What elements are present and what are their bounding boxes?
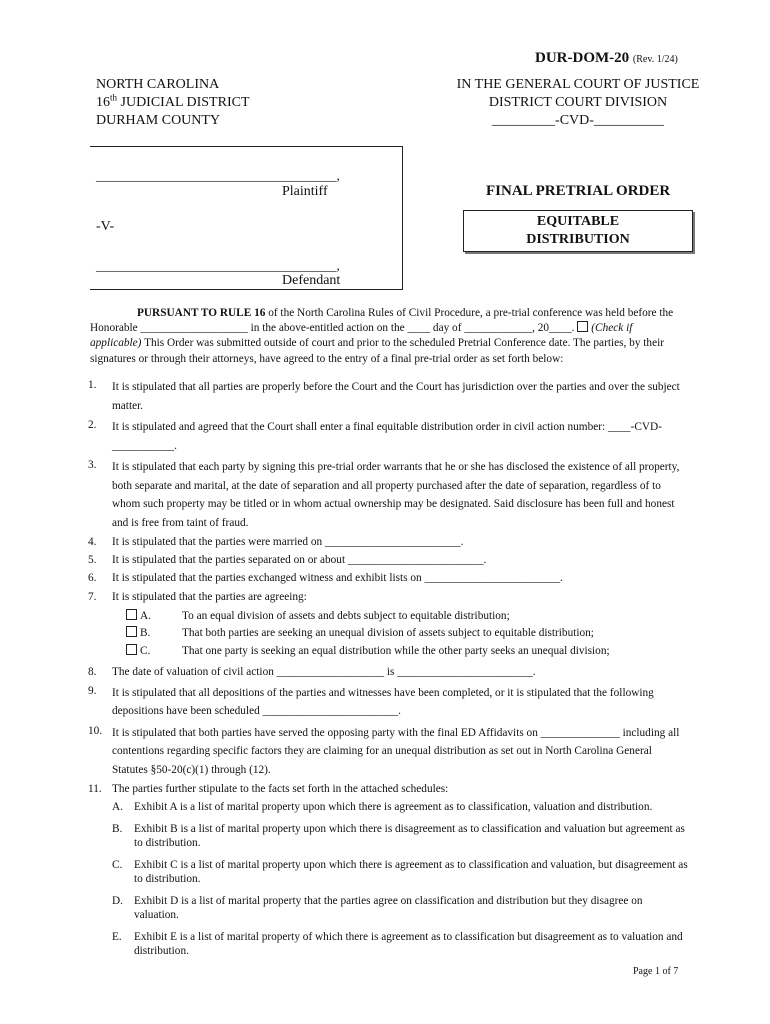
- list-item: 3. It is stipulated that each party by signing this pre-trial order warrants that he or she has disclosed the existence of all property, both separate and marital, at the date of separation and all property purchased after the date of separation, regardless of to whom such property may be titled or in whom actual ownership may be designated. Said disclosure has been full and honest and is free from taint of fraud.: [88, 459, 680, 529]
- page-number: Page 1 of 7: [633, 966, 679, 977]
- court-block: [440, 76, 716, 130]
- jurisdiction-block: [96, 76, 250, 130]
- form-revision: (Rev. 1/24): [632, 54, 678, 65]
- versus-label: -V-: [96, 219, 115, 234]
- form-number: [535, 50, 678, 67]
- exhibit-item: B. Exhibit B is a list of marital property upon which there is disagreement as to classification and valuation but agreement as to distribution.: [112, 822, 685, 850]
- list-item: 2. It is stipulated and agreed that the Court shall enter a final equitable distribution order in civil action number: ____-CVD-___________.: [88, 419, 662, 452]
- order-title: FINAL PRETRIAL ORDER: [486, 183, 671, 199]
- option-a: A. To an equal division of assets and debts subject to equitable distribution;: [126, 608, 688, 626]
- check-if-applicable: (Check if applicable): [90, 322, 633, 350]
- option-b: B. That both parties are seeking an unequal division of assets subject to equitable distribution;: [126, 625, 688, 643]
- list-item: 11. The parties further stipulate to the facts set forth in the attached schedules:: [88, 783, 449, 796]
- option-c-checkbox[interactable]: [126, 644, 137, 655]
- defendant-name-field[interactable]: _____________________________________,: [96, 258, 340, 273]
- exhibit-item: A. Exhibit A is a list of marital property upon which there is agreement as to classification, valuation and distribution.: [112, 801, 653, 814]
- exhibit-item: C. Exhibit C is a list of marital property upon which there is agreement as to classification and valuation, but disagreement as to distribution.: [112, 858, 688, 886]
- county-name: DURHAM COUNTY: [96, 113, 221, 128]
- plaintiff-name-field[interactable]: _____________________________________,: [96, 168, 340, 183]
- form-number-text: DUR-DOM-20: [535, 50, 630, 66]
- list-item: 7. It is stipulated that the parties are agreeing:: [88, 590, 307, 603]
- list-item: 9. It is stipulated that all depositions of the parties and witnesses have been completed, or it is stipulated that the following depositions have been scheduled ________________________.: [88, 684, 654, 718]
- intro-text-2: This Order was submitted outside of court and prior to the scheduled Pretrial Conference date. The parties, by their signatures or through their attorneys, have agreed to the entry of a final pre-trial order as set forth below:: [90, 337, 664, 365]
- option-c: C. That one party is seeking an equal distribution while the other party seeks an unequal division;: [126, 643, 688, 661]
- intro-text-1: of the North Carolina Rules of Civil Procedure, a pre-trial conference was held before the Honorable ___________________ in the above-entitled action on the ____ day of ____________, 20____.: [90, 307, 674, 335]
- court-division: DISTRICT COURT DIVISION: [488, 95, 668, 110]
- box-line-2: DISTRIBUTION: [526, 232, 630, 247]
- judicial-district: 16th JUDICIAL DISTRICT: [96, 92, 250, 110]
- list-item: 5. It is stipulated that the parties separated on or about ________________________.: [88, 554, 487, 567]
- intro-paragraph: [90, 306, 680, 367]
- exhibit-item: D. Exhibit D is a list of marital property that the parties agree on classification and distribution but they disagree on valuation.: [112, 894, 643, 922]
- plaintiff-label: Plaintiff: [282, 184, 328, 199]
- court-name: IN THE GENERAL COURT OF JUSTICE: [456, 77, 700, 92]
- list-item: 4. It is stipulated that the parties were married on ________________________.: [88, 536, 464, 548]
- option-a-checkbox[interactable]: [126, 609, 137, 620]
- equitable-distribution-box: [463, 210, 693, 252]
- option-b-checkbox[interactable]: [126, 626, 137, 637]
- exhibit-item: E. Exhibit E is a list of marital property of which there is agreement as to classification but disagreement as to valuation and distribution.: [112, 930, 683, 958]
- defendant-label: Defendant: [282, 273, 341, 288]
- agreement-options: [126, 608, 688, 661]
- applicable-checkbox[interactable]: [577, 321, 588, 332]
- case-number-field[interactable]: _________-CVD-__________: [492, 113, 664, 128]
- list-item: 6. It is stipulated that the parties exchanged witness and exhibit lists on ________________________.: [88, 572, 563, 585]
- state-name: NORTH CAROLINA: [96, 77, 220, 92]
- list-item: 8. The date of valuation of civil action ___________________ is ________________________.: [88, 666, 536, 679]
- rule-16-heading: PURSUANT TO RULE 16: [137, 307, 266, 319]
- list-item: 10. It is stipulated that both parties have served the opposing party with the final ED Affidavits on ______________ including all contentions regarding specific factors they are claiming for an unequal distribution as set out in North Carolina General Statutes §50-20(c)(1) through (12).: [88, 724, 680, 776]
- exhibit-list: [88, 800, 688, 959]
- list-item: 1. It is stipulated that all parties are properly before the Court and the Court has jurisdiction over the parties and over the subject matter.: [88, 379, 680, 412]
- box-line-1: EQUITABLE: [536, 214, 620, 229]
- stipulations-list: [88, 378, 688, 966]
